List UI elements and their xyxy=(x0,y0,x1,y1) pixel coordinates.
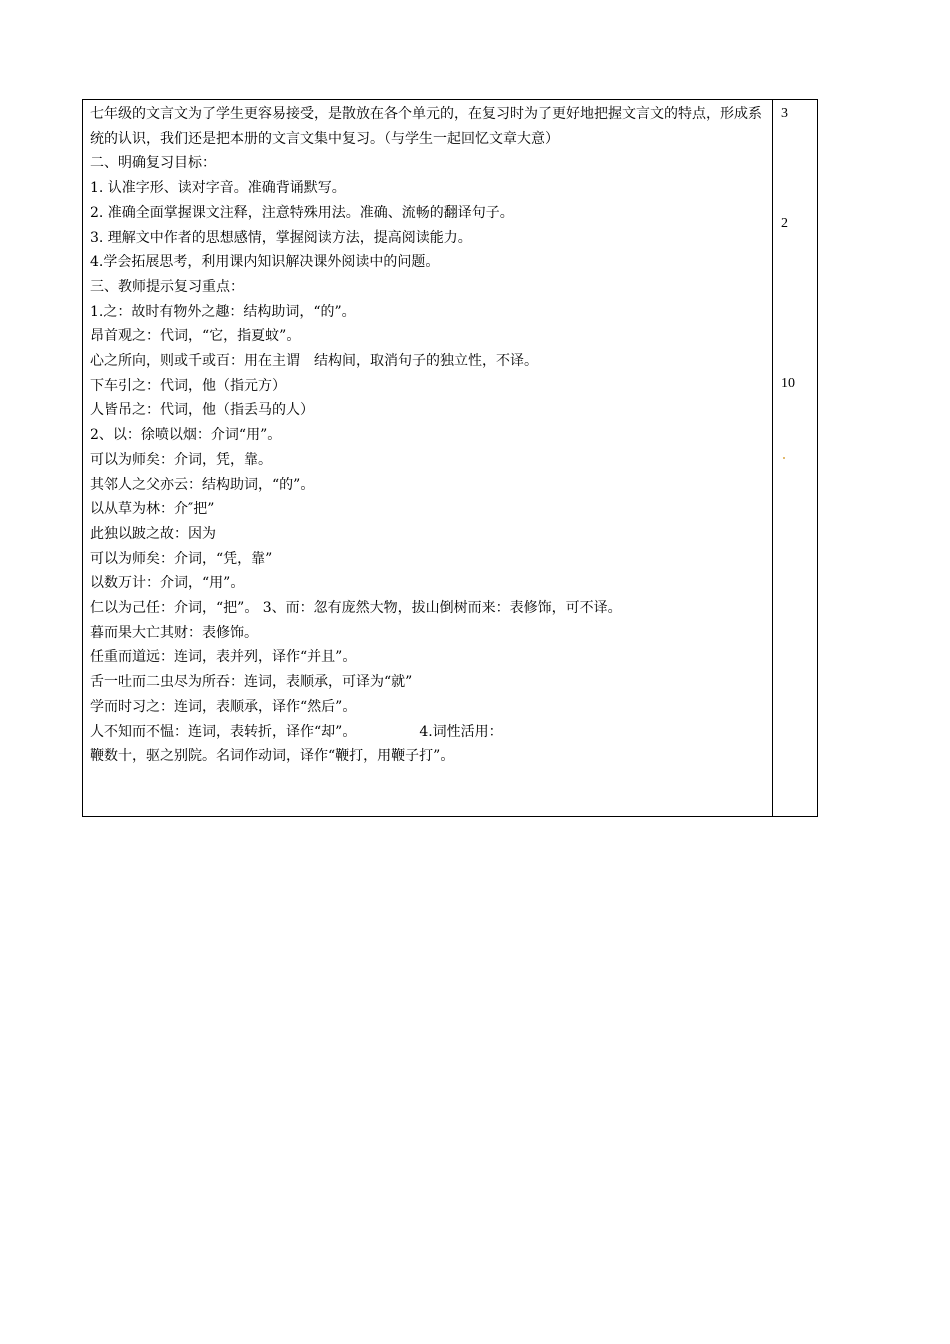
keypoint-line: 舌一吐而二虫尽为所吞：连词，表顺承，可译为“就” xyxy=(90,674,413,691)
keypoint-line: 学而时习之：连词，表顺承，译作“然后”。 xyxy=(90,698,357,715)
keypoint-line: 以从草为林：介″把” xyxy=(90,501,215,518)
lesson-table xyxy=(82,99,818,817)
time-value: 10 xyxy=(781,376,795,391)
keypoint-line: 仁以为己任：介词，“把”。 3、而：忽有庞然大物，拔山倒树而来：表修饰，可不译。 xyxy=(90,600,622,617)
keypoint-line: 可以为师矣：介词，凭，靠。 xyxy=(90,451,272,468)
keypoint-line: 此独以跛之故：因为 xyxy=(90,525,216,542)
content-cell xyxy=(90,102,766,769)
keypoint-line: 暮而果大亡其财：表修饰。 xyxy=(90,624,258,641)
time-value: 2 xyxy=(781,216,788,231)
keypoint-line: 心之所向，则或千或百：用在主谓 结构间，取消句子的独立性，不译。 xyxy=(90,353,538,370)
intro-paragraph: 七年级的文言文为了学生更容易接受，是散放在各个单元的，在复习时为了更好地把握文言文的特点，形成系统的认识，我们还是把本册的文言文集中复习。（与学生一起回忆文章大意） xyxy=(90,106,762,147)
keypoint-line: 其邻人之父亦云：结构助词，“的”。 xyxy=(90,476,315,493)
keypoint-line: 昂首观之：代词，“它，指夏蚊”。 xyxy=(90,328,301,345)
time-value: 3 xyxy=(781,106,788,121)
keypoint-line: 人皆吊之：代词，他（指丢马的人） xyxy=(90,402,314,419)
keypoint-line: 鞭数十，驱之别院。名词作动词，译作“鞭打，用鞭子打”。 xyxy=(90,748,455,765)
goal-item: 2. 准确全面掌握课文注释，注意特殊用法。准确、流畅的翻译句子。 xyxy=(90,204,514,221)
section-heading-goals: 二、明确复习目标： xyxy=(90,155,216,172)
goal-item: 4.学会拓展思考，利用课内知识解决课外阅读中的问题。 xyxy=(90,254,440,271)
keypoint-line: 以数万计：介词，“用”。 xyxy=(90,575,245,592)
keypoint-line: 下车引之：代词，他（指元方） xyxy=(90,377,286,394)
goal-item: 1. 认准字形、读对字音。准确背诵默写。 xyxy=(90,180,346,197)
time-cell xyxy=(773,100,817,816)
keypoint-line: 1.之：故时有物外之趣：结构助词，“的”。 xyxy=(90,303,356,320)
section-heading-keypoints: 三、教师提示复习重点： xyxy=(90,278,244,295)
keypoint-line: 任重而道远：连词，表并列，译作“并且”。 xyxy=(90,649,357,666)
keypoint-line: 人不知而不愠：连词，表转折，译作“却”。 4.词性活用： xyxy=(90,723,503,740)
keypoint-line: 2、以：徐喷以烟：介词“用”。 xyxy=(90,427,282,444)
keypoint-line: 可以为师矣：介词，“凭，靠” xyxy=(90,550,273,567)
goal-item: 3. 理解文中作者的思想感情，掌握阅读方法，提高阅读能力。 xyxy=(90,229,472,246)
stray-mark xyxy=(783,457,785,459)
